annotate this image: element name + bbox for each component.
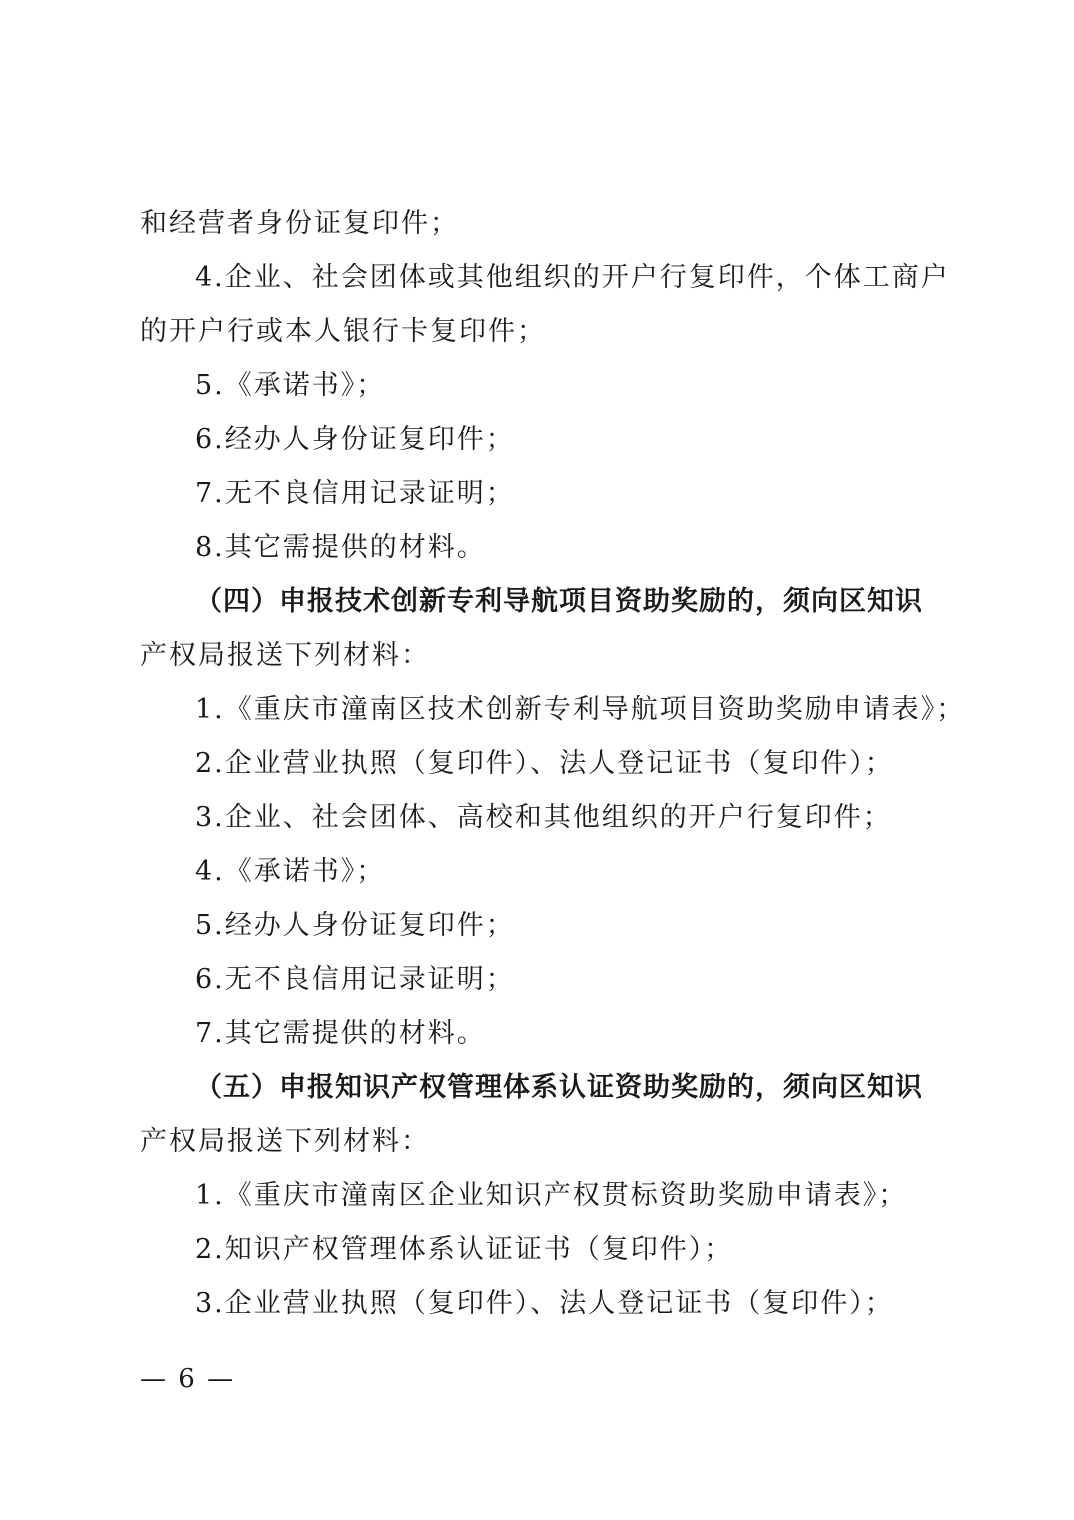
list-item: 3.企业营业执照（复印件）、法人登记证书（复印件）； [195, 1288, 894, 1319]
list-item: 2.企业营业执照（复印件）、法人登记证书（复印件）； [195, 748, 894, 779]
text-line: 的开户行或本人银行卡复印件； [140, 316, 546, 347]
list-item: 3.企业、社会团体、高校和其他组织的开户行复印件； [195, 802, 892, 833]
section-heading-four: （四）申报技术创新专利导航项目资助奖励的，须向区知识 [195, 586, 923, 617]
list-item: 1.《重庆市潼南区企业知识产权贯标资助奖励申请表》； [195, 1180, 908, 1211]
list-item: 1.《重庆市潼南区技术创新专利导航项目资助奖励申请表》； [195, 694, 966, 725]
list-item: 7.无不良信用记录证明； [195, 478, 515, 509]
list-item: 7.其它需提供的材料。 [195, 1018, 486, 1049]
page-number: — 6 — [140, 1364, 236, 1394]
list-item: 8.其它需提供的材料。 [195, 532, 486, 563]
section-heading-five: （五）申报知识产权管理体系认证资助奖励的，须向区知识 [195, 1072, 923, 1103]
text-line: 4.企业、社会团体或其他组织的开户行复印件，个体工商户 [195, 262, 950, 293]
list-item: 2.知识产权管理体系认证证书（复印件）； [195, 1234, 734, 1265]
list-item: 6.经办人身份证复印件； [195, 424, 515, 455]
text-line: 和经营者身份证复印件； [140, 208, 459, 239]
text-line: 产权局报送下列材料： [140, 640, 430, 671]
text-line: 产权局报送下列材料： [140, 1126, 430, 1157]
list-item: 4.《承诺书》； [195, 856, 386, 887]
list-item: 5.经办人身份证复印件； [195, 910, 515, 941]
list-item: 5.《承诺书》； [195, 370, 386, 401]
list-item: 6.无不良信用记录证明； [195, 964, 515, 995]
